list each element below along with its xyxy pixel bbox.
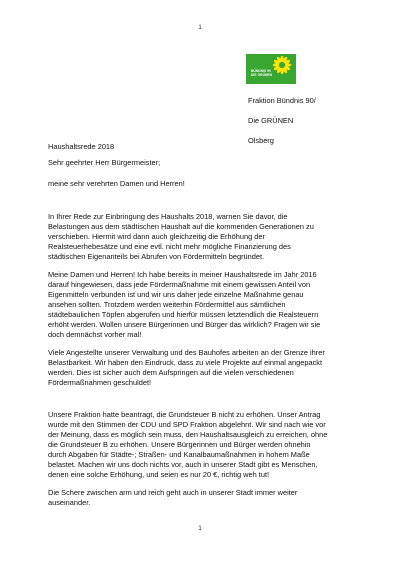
paragraph-3: Viele Angestellte unserer Verwaltung und des Bauhofes arbeiten an der Grenze ihrer Belastbarkeit. Wir haben den Eindruck, dass zu viele Projekte auf einmal angepackt werden. Dies ist sicher auch dem Aufspringen auf die vielen verschiedenen Fördermaßnahmen geschuldet! <box>48 348 325 387</box>
speech-body <box>48 142 378 516</box>
page-number-bottom: 1 <box>198 526 202 532</box>
logo-line-2: DIE GRÜNEN <box>251 72 273 77</box>
logo-wordmark <box>251 70 291 77</box>
paragraph-2: Meine Damen und Herren! Ich habe bereits in meiner Haushaltsrede im Jahr 2016 darauf hingewiesen, dass jede Fördermaßnahme mit einem gewissen Anteil von Eigenmitteln verbunden ist und wir uns daher jede einzelne Maßnahme genau ansehen sollten. Trotzdem werden weiterhin Fördermittel aus sämtlichen städtebaulichen Töpfen abgerufen und hierfür müssen letztendlich die Realsteuern erhöht werden. Wollen unsere Bürgerinnen und Bürger das wirklich? Fragen wir sie doch demnächst vorher mal! <box>48 270 321 339</box>
salutation: Sehr geehrter Herr Bürgermeister; <box>48 158 161 167</box>
sender-line-1: Fraktion Bündnis 90/ <box>248 96 316 105</box>
paragraph-4: Unsere Fraktion hatte beantragt, die Grundsteuer B nicht zu erhöhen. Unser Antrag wurde mit den Stimmen der CDU und SPD Fraktion abgelehnt. Wir sind nach wie vor der Meinung, dass es möglich sein muss, den Haushaltsausgleich zu erreichen, ohne die Grundsteuer B zu erhöhen. Unsere Bürgerinnen und Bürger werden ohnehin durch Abgaben für Städte-; Straßen- und Kanalbaumaßnahmen in hohem Maße belastet. Machen wir uns doch nichts vor, auch in unserer Stadt gibt es Menschen, denen eine solche Erhöhung, und seien es nur 20 €, richtig weh tut! <box>48 410 328 479</box>
page-number-top: 1 <box>198 25 202 31</box>
party-logo <box>246 54 296 84</box>
sender-line-3: Olsberg <box>248 136 274 145</box>
logo-line-1: BÜNDNIS 90 <box>251 69 271 73</box>
greeting: meine sehr verehrten Damen und Herren! <box>48 179 185 188</box>
paragraph-1: In Ihrer Rede zur Einbringung des Haushalts 2018, warnen Sie davor, die Belastungen aus dem städtischen Haushalt auf die kommenden Generationen zu verschieben. Hiermit wird dann auch gleichzeitig die Erhöhung der Realsteuerhebesätze und eine evtl. nicht mehr mögliche Finanzierung des städtischen Eigenanteils bei Abrufen von Fördermitteln begründet. <box>48 212 314 261</box>
speech-title: Haushaltsrede 2018 <box>48 142 115 151</box>
paragraph-5: Die Schere zwischen arm und reich geht auch in unserer Stadt immer weiter auseinander. <box>48 488 298 507</box>
sender-line-2: Die GRÜNEN <box>248 116 294 125</box>
